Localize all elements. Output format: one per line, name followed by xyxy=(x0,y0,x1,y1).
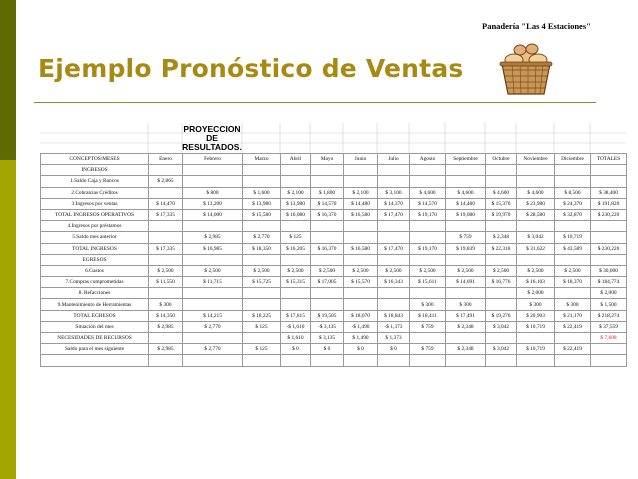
table-cell: $ 4,600 xyxy=(446,187,486,198)
row-label: 7.Compras comprometidas xyxy=(41,277,149,288)
projection-title-line-3: RESULTADOS. xyxy=(182,142,242,152)
table-cell: $ 18,350 xyxy=(243,243,281,254)
table-cell: $ 15,580 xyxy=(243,209,281,220)
table-cell: $ 2,500 xyxy=(378,265,410,276)
projection-title-line-2: DE xyxy=(206,133,218,143)
table-cell xyxy=(555,333,591,344)
table-cell xyxy=(446,176,486,187)
table-cell: $ 17,005 xyxy=(311,277,344,288)
table-cell xyxy=(281,176,311,187)
table-cell xyxy=(410,232,446,243)
table-cell: $ 22,419 xyxy=(555,321,591,332)
table-cell xyxy=(311,355,344,366)
table-cell: -$ 1,610 xyxy=(281,321,311,332)
table-cell: $ 2,985 xyxy=(149,344,183,355)
table-cell: $ 2,500 xyxy=(281,265,311,276)
table-cell: $ 4,600 xyxy=(410,187,446,198)
table-cell: $ 19,839 xyxy=(446,243,486,254)
table-cell xyxy=(591,221,627,232)
projection-title xyxy=(182,125,242,152)
table-cell: $ 16,205 xyxy=(281,243,311,254)
table-cell: $ 15,315 xyxy=(281,277,311,288)
table-cell: $ 2,770 xyxy=(183,321,243,332)
table-cell xyxy=(149,232,183,243)
table-cell xyxy=(410,355,446,366)
column-header: Octubre xyxy=(486,154,517,165)
table-cell xyxy=(378,232,410,243)
table-cell xyxy=(591,355,627,366)
table-cell xyxy=(555,355,591,366)
table-cell: $ 20,903 xyxy=(517,310,555,321)
table-cell xyxy=(446,355,486,366)
table-cell: $ 2,770 xyxy=(183,344,243,355)
table-cell xyxy=(517,254,555,265)
column-header: Mayo xyxy=(311,154,344,165)
table-cell xyxy=(183,355,243,366)
table-cell xyxy=(378,254,410,265)
table-cell: $ 16,370 xyxy=(311,209,344,220)
table-cell: $ 11,550 xyxy=(149,277,183,288)
table-cell: $ 125 xyxy=(243,321,281,332)
table-cell xyxy=(243,355,281,366)
column-header: Septiembre xyxy=(446,154,486,165)
table-cell xyxy=(243,221,281,232)
company-name: Panadería "Las 4 Estaciones" xyxy=(482,21,591,31)
table-cell: $ 16,343 xyxy=(378,277,410,288)
column-header: Agosto xyxy=(410,154,446,165)
table-cell xyxy=(486,333,517,344)
table-cell xyxy=(344,176,378,187)
table-cell: $ 2,500 xyxy=(486,265,517,276)
table-cell xyxy=(311,254,344,265)
table-cell: $ 300 xyxy=(446,299,486,310)
table-cell: $ 3,100 xyxy=(378,187,410,198)
table-cell xyxy=(344,221,378,232)
table-cell: $ 4,600 xyxy=(517,187,555,198)
projection-title-line-1: PROYECCION xyxy=(183,124,241,134)
table-cell xyxy=(183,221,243,232)
table-cell xyxy=(344,299,378,310)
table-cell: $ 14,350 xyxy=(149,310,183,321)
table-cell xyxy=(410,176,446,187)
table-cell xyxy=(311,165,344,176)
table-cell xyxy=(243,254,281,265)
column-header: Febrero xyxy=(183,154,243,165)
row-label: 2.Cobranzas Créditos xyxy=(41,187,149,198)
table-cell xyxy=(344,165,378,176)
table-row xyxy=(41,355,627,366)
table-cell: $ 21,170 xyxy=(555,310,591,321)
table-cell xyxy=(555,254,591,265)
table-cell: $ 4,600 xyxy=(486,187,517,198)
table-cell: $ 2,985 xyxy=(149,321,183,332)
table-cell: $ 17,335 xyxy=(149,209,183,220)
row-label: NECESIDADES DE RECURSOS xyxy=(41,333,149,344)
table-cell xyxy=(311,299,344,310)
table-cell: $ 17,470 xyxy=(378,243,410,254)
table-cell: $ 13,200 xyxy=(183,198,243,209)
row-label: Situación del mes xyxy=(41,321,149,332)
table-cell xyxy=(149,165,183,176)
table-cell: $ 37,559 xyxy=(591,321,627,332)
table-cell: $ 300 xyxy=(149,299,183,310)
table-cell xyxy=(446,254,486,265)
table-row xyxy=(41,232,627,243)
table-cell xyxy=(378,165,410,176)
table-cell xyxy=(281,355,311,366)
table-cell: $ 2,500 xyxy=(446,265,486,276)
table-cell: $ 31,622 xyxy=(517,243,555,254)
table-cell: $ 2,985 xyxy=(183,232,243,243)
table-cell: $ 125 xyxy=(281,232,311,243)
table-cell: $ 218,274 xyxy=(591,310,627,321)
table-cell: $ 18,370 xyxy=(555,277,591,288)
table-cell: $ 15,725 xyxy=(243,277,281,288)
table-cell xyxy=(149,254,183,265)
table-cell xyxy=(149,187,183,198)
table-cell: $ 2,000 xyxy=(591,288,627,299)
row-label: 4.Ingresos por préstamos xyxy=(41,221,149,232)
table-cell xyxy=(311,221,344,232)
table-cell xyxy=(410,165,446,176)
table-cell: $ 2,100 xyxy=(344,187,378,198)
table-cell xyxy=(591,176,627,187)
table-cell: $ 2,348 xyxy=(446,321,486,332)
table-cell: $ 230,220 xyxy=(591,243,627,254)
table-cell: $ 23,980 xyxy=(517,198,555,209)
table-cell xyxy=(486,165,517,176)
table-cell: $ 18,411 xyxy=(410,310,446,321)
table-cell: $ 19,170 xyxy=(410,243,446,254)
table-cell xyxy=(410,221,446,232)
bread-basket-icon xyxy=(490,34,562,100)
table-cell: $ 16,776 xyxy=(486,277,517,288)
table-cell xyxy=(243,165,281,176)
table-cell xyxy=(591,344,627,355)
table-cell xyxy=(183,333,243,344)
table-cell xyxy=(149,288,183,299)
table-cell xyxy=(517,333,555,344)
table-cell xyxy=(311,288,344,299)
table-cell: $ 14,570 xyxy=(311,198,344,209)
table-cell: $ 24,370 xyxy=(555,198,591,209)
table-cell: $ 1,800 xyxy=(311,187,344,198)
row-label: 5.Saldo mes anterior xyxy=(41,232,149,243)
table-cell xyxy=(311,232,344,243)
table-cell: $ 2,500 xyxy=(555,265,591,276)
table-row xyxy=(41,254,627,265)
table-cell xyxy=(378,299,410,310)
table-cell: $ 15,370 xyxy=(486,198,517,209)
table-cell xyxy=(183,288,243,299)
table-cell xyxy=(344,232,378,243)
table-cell xyxy=(281,254,311,265)
table-cell: $ 2,500 xyxy=(517,265,555,276)
table-cell: $ 22,419 xyxy=(555,344,591,355)
table-cell: $ 191,820 xyxy=(591,198,627,209)
table-cell xyxy=(243,288,281,299)
table-cell: $ 19,276 xyxy=(486,310,517,321)
table-cell xyxy=(344,254,378,265)
table-cell: $ 22,318 xyxy=(486,243,517,254)
table-cell xyxy=(517,221,555,232)
table-cell: $ 17,491 xyxy=(446,310,486,321)
table-cell: $ 800 xyxy=(183,187,243,198)
table-cell: $ 15,570 xyxy=(344,277,378,288)
table-cell: $ 1,500 xyxy=(591,299,627,310)
table-cell: $ 1,600 xyxy=(243,187,281,198)
column-header: Marzo xyxy=(243,154,281,165)
table-row xyxy=(41,344,627,355)
table-cell: $ 2,500 xyxy=(344,265,378,276)
table-cell: $ 43,589 xyxy=(555,243,591,254)
table-cell: $ 14,480 xyxy=(344,198,378,209)
table-cell: $ 14,000 xyxy=(183,209,243,220)
table-cell xyxy=(243,333,281,344)
column-header: Abril xyxy=(281,154,311,165)
table-row xyxy=(41,176,627,187)
row-label: Saldo para el mes siguiente xyxy=(41,344,149,355)
table-row xyxy=(41,265,627,276)
table-cell: $ 19,970 xyxy=(486,209,517,220)
table-row xyxy=(41,187,627,198)
table-cell: $ 19,080 xyxy=(446,209,486,220)
table-cell: $ 300 xyxy=(410,299,446,310)
table-cell: $ 759 xyxy=(446,232,486,243)
table-cell xyxy=(344,288,378,299)
column-header: Junio xyxy=(344,154,378,165)
table-cell: $ 16,080 xyxy=(281,209,311,220)
table-cell: $ 3,042 xyxy=(486,321,517,332)
table-cell xyxy=(517,355,555,366)
table-cell xyxy=(378,355,410,366)
table-cell xyxy=(281,288,311,299)
table-cell: $ 17,335 xyxy=(149,243,183,254)
table-row xyxy=(41,209,627,220)
table-cell xyxy=(446,288,486,299)
table-cell: $ 2,500 xyxy=(410,265,446,276)
page-title: Ejemplo Pronóstico de Ventas xyxy=(38,54,464,83)
table-cell: $ 0 xyxy=(344,344,378,355)
table-cell: $ 19,505 xyxy=(311,310,344,321)
table-cell: $ 1,610 xyxy=(281,333,311,344)
table-cell xyxy=(517,165,555,176)
table-cell xyxy=(517,176,555,187)
table-cell: $ 18,070 xyxy=(344,310,378,321)
table-cell xyxy=(183,165,243,176)
table-cell: $ 300 xyxy=(517,299,555,310)
table-cell: $ 18,225 xyxy=(243,310,281,321)
table-cell: $ 16,985 xyxy=(183,243,243,254)
table-cell xyxy=(378,176,410,187)
table-cell xyxy=(243,176,281,187)
table-cell: $ 28,580 xyxy=(517,209,555,220)
table-cell xyxy=(591,232,627,243)
table-cell xyxy=(446,333,486,344)
table-cell: $ 10,719 xyxy=(555,232,591,243)
table-cell: $ 300 xyxy=(555,299,591,310)
table-row xyxy=(41,310,627,321)
table-cell xyxy=(410,254,446,265)
sheet-gridlines-top xyxy=(40,123,626,153)
table-cell: $ 14,470 xyxy=(149,198,183,209)
sidebar-bar-dark xyxy=(0,0,16,160)
table-cell: $ 184,774 xyxy=(591,277,627,288)
row-label: 3.Ingresos por ventas xyxy=(41,198,149,209)
table-cell: $ 8,500 xyxy=(555,187,591,198)
table-cell: $ 2,000 xyxy=(517,288,555,299)
table-cell: -$ 1,373 xyxy=(378,321,410,332)
table-cell xyxy=(183,176,243,187)
table-cell: $ 11,715 xyxy=(183,277,243,288)
projection-table xyxy=(40,153,627,367)
table-cell: $ 14,215 xyxy=(183,310,243,321)
table-cell xyxy=(281,299,311,310)
table-cell: $ 2,500 xyxy=(183,265,243,276)
table-row xyxy=(41,299,627,310)
row-label: EGRESOS xyxy=(41,254,149,265)
row-label: TOTAL INGRESOS xyxy=(41,243,149,254)
table-cell: $ 18,843 xyxy=(378,310,410,321)
table-cell: $ 15,611 xyxy=(410,277,446,288)
table-cell xyxy=(486,299,517,310)
table-row xyxy=(41,288,627,299)
table-cell: $ 2,500 xyxy=(311,265,344,276)
row-label: 6.Gastos xyxy=(41,265,149,276)
row-label: TOTAL INGRESOS OPERATIVOS xyxy=(41,209,149,220)
column-header: Enero xyxy=(149,154,183,165)
table-cell xyxy=(591,254,627,265)
table-cell: $ 2,770 xyxy=(243,232,281,243)
table-cell: $ 14,691 xyxy=(446,277,486,288)
table-cell: $ 38,400 xyxy=(591,187,627,198)
table-cell: $ 10,719 xyxy=(517,344,555,355)
table-cell: $ 16,103 xyxy=(517,277,555,288)
table-cell: $ 2,865 xyxy=(149,176,183,187)
table-cell: $ 3,135 xyxy=(311,333,344,344)
column-header: Noviembre xyxy=(517,154,555,165)
table-cell: $ 7,608 xyxy=(591,333,627,344)
table-cell xyxy=(149,221,183,232)
table-cell xyxy=(446,221,486,232)
table-cell xyxy=(311,176,344,187)
table-cell: $ 13,980 xyxy=(281,198,311,209)
table-cell: $ 3,042 xyxy=(486,344,517,355)
table-cell xyxy=(378,221,410,232)
table-cell: $ 17,470 xyxy=(378,209,410,220)
table-cell: $ 125 xyxy=(243,344,281,355)
table-cell xyxy=(243,299,281,310)
table-cell: -$ 3,135 xyxy=(311,321,344,332)
column-header: Julio xyxy=(378,154,410,165)
table-row xyxy=(41,165,627,176)
table-cell xyxy=(149,333,183,344)
table-cell: $ 759 xyxy=(410,321,446,332)
table-cell xyxy=(378,288,410,299)
table-cell: $ 14,570 xyxy=(410,198,446,209)
column-header: CONCEPTOS/MESES xyxy=(41,154,149,165)
table-header-row xyxy=(41,154,627,165)
table-cell: $ 16,370 xyxy=(311,243,344,254)
table-cell: $ 17,815 xyxy=(281,310,311,321)
table-cell: $ 14,370 xyxy=(378,198,410,209)
table-cell xyxy=(555,176,591,187)
row-label: INGRESOS xyxy=(41,165,149,176)
table-cell: $ 13,980 xyxy=(243,198,281,209)
table-cell xyxy=(555,165,591,176)
table-cell: $ 2,100 xyxy=(281,187,311,198)
table-cell xyxy=(446,165,486,176)
table-cell: $ 0 xyxy=(281,344,311,355)
table-cell xyxy=(410,288,446,299)
table-cell: $ 10,719 xyxy=(517,321,555,332)
row-label: 1.Saldo Caja y Bancos xyxy=(41,176,149,187)
table-cell: $ 2,348 xyxy=(486,232,517,243)
table-row xyxy=(41,321,627,332)
table-cell: $ 230,220 xyxy=(591,209,627,220)
table-cell xyxy=(486,176,517,187)
table-row xyxy=(41,333,627,344)
table-cell xyxy=(486,221,517,232)
table-cell: $ 1,490 xyxy=(344,333,378,344)
table-cell xyxy=(344,355,378,366)
table-cell: $ 0 xyxy=(378,344,410,355)
table-cell: $ 16,580 xyxy=(344,243,378,254)
table-cell xyxy=(281,221,311,232)
row-label: 8. Refacciones xyxy=(41,288,149,299)
table-cell xyxy=(555,288,591,299)
table-cell: $ 19,170 xyxy=(410,209,446,220)
table-cell xyxy=(183,299,243,310)
table-cell: $ 2,500 xyxy=(243,265,281,276)
table-cell xyxy=(183,254,243,265)
table-cell: -$ 1,490 xyxy=(344,321,378,332)
table-row xyxy=(41,221,627,232)
row-label xyxy=(41,355,149,366)
table-cell: $ 2,500 xyxy=(149,265,183,276)
table-cell xyxy=(486,288,517,299)
column-header: Diciembre xyxy=(555,154,591,165)
table-cell: $ 3,042 xyxy=(517,232,555,243)
row-label: 9.Mantenimiento de Herramientas xyxy=(41,299,149,310)
table-cell xyxy=(281,165,311,176)
table-cell xyxy=(486,355,517,366)
table-row xyxy=(41,243,627,254)
table-cell: $ 2,348 xyxy=(446,344,486,355)
title-divider xyxy=(34,102,596,103)
table-cell: $ 16,580 xyxy=(344,209,378,220)
column-header: TOTALES xyxy=(591,154,627,165)
table-cell: $ 0 xyxy=(311,344,344,355)
table-cell xyxy=(486,254,517,265)
table-cell: $ 30,000 xyxy=(591,265,627,276)
table-cell: $ 14,480 xyxy=(446,198,486,209)
table-row xyxy=(41,198,627,209)
table-cell xyxy=(591,165,627,176)
table-cell xyxy=(149,355,183,366)
table-cell: $ 1,373 xyxy=(378,333,410,344)
table-cell: $ 32,870 xyxy=(555,209,591,220)
table-row xyxy=(41,277,627,288)
table-cell: $ 759 xyxy=(410,344,446,355)
table-cell xyxy=(410,333,446,344)
table-cell xyxy=(555,221,591,232)
row-label: TOTAL EGRESOS xyxy=(41,310,149,321)
